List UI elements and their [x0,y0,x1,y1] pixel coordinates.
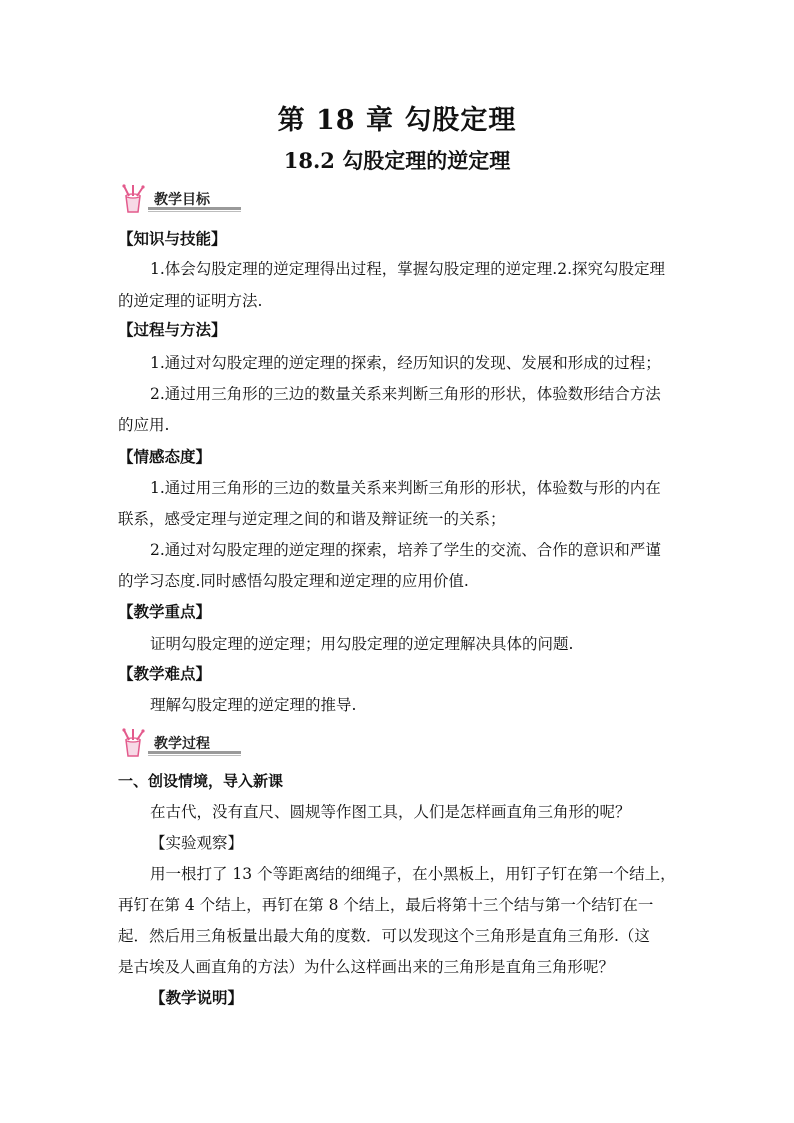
experiment-heading: 【实验观察】 [150,834,244,852]
part1-heading: 一、创设情境，导入新课 [118,772,284,790]
process-section-badge [118,728,243,758]
process-line-1: 1.通过对勾股定理的逆定理的探索，经历知识的发现、发展和形成的过程； [150,354,661,372]
difficulty-heading: 【教学难点】 [118,664,212,683]
process-badge-label: 教学过程 [154,736,210,752]
attitude-line-1: 1.通过用三角形的三边的数量关系来判断三角形的形状，体验数与形的内在 [150,479,661,497]
experiment-line-3: 起．然后用三角板量出最大角的度数．可以发现这个三角形是直角三角形.（这 [118,927,650,945]
section-title: 18.2 勾股定理的逆定理 [283,148,511,173]
chapter-title: 第 18 章 勾股定理 [277,105,517,136]
attitude-line-4: 的学习态度.同时感悟勾股定理和逆定理的应用价值. [118,572,469,590]
attitude-heading: 【情感态度】 [118,447,212,466]
experiment-line-2: 再钉在第 4 个结上，再钉在第 8 个结上，最后将第十三个结与第一个结钉在一 [118,896,654,914]
keypoint-line-1: 证明勾股定理的逆定理；用勾股定理的逆定理解决具体的问题. [150,635,574,653]
explain-heading: 【教学说明】 [150,988,244,1007]
knowledge-line-2: 的逆定理的证明方法. [118,292,263,310]
goals-badge-label: 教学目标 [154,192,210,208]
knowledge-heading: 【知识与技能】 [118,229,227,248]
part1-line-1: 在古代，没有直尺、圆规等作图工具，人们是怎样画直角三角形的呢？ [150,803,631,821]
experiment-line-1: 用一根打了 13 个等距离结的细绳子，在小黑板上，用钉子钉在第一个结上， [150,865,676,883]
keypoint-heading: 【教学重点】 [118,602,212,621]
process-heading: 【过程与方法】 [118,320,227,339]
experiment-line-4: 是古埃及人画直角的方法）为什么这样画出来的三角形是直角三角形呢？ [118,958,615,976]
difficulty-line-1: 理解勾股定理的逆定理的推导. [150,696,357,714]
knowledge-line-1: 1.体会勾股定理的逆定理得出过程，掌握勾股定理的逆定理.2.探究勾股定理 [150,260,666,278]
attitude-line-2: 联系，感受定理与逆定理之间的和谐及辩证统一的关系； [118,510,506,528]
process-line-3: 的应用. [118,416,170,434]
attitude-line-3: 2.通过对勾股定理的逆定理的探索，培养了学生的交流、合作的意识和严谨 [150,541,661,559]
goals-section-badge [118,184,243,214]
process-line-2: 2.通过用三角形的三边的数量关系来判断三角形的形状，体验数形结合方法 [150,385,661,403]
